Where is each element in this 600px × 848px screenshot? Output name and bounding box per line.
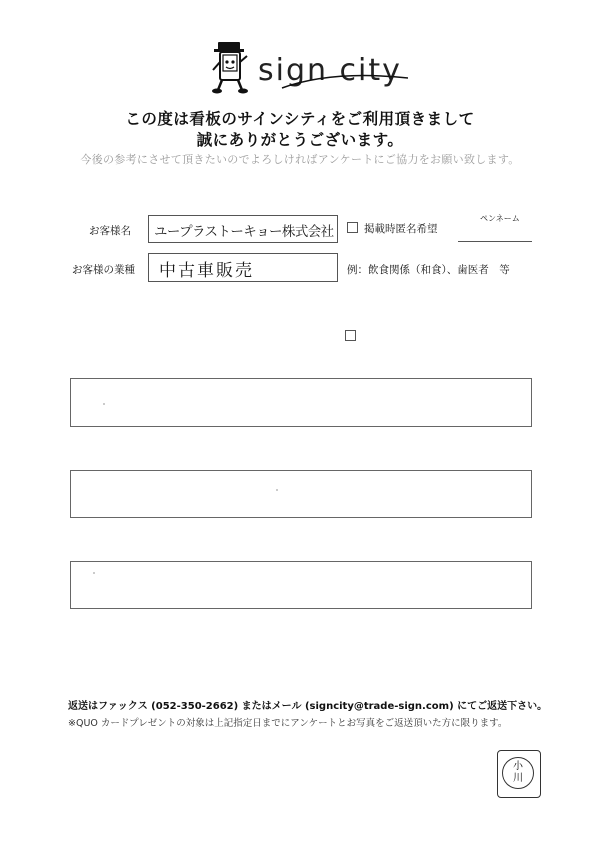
stamp-seal: 小 川: [502, 757, 534, 789]
anonymous-label: 掲載時匿名希望: [364, 223, 438, 235]
anonymous-checkbox[interactable]: [347, 222, 358, 233]
answer-box-2[interactable]: [70, 470, 532, 518]
penname-label: ペンネーム: [480, 214, 520, 223]
industry-example: 例：飲食関係（和食）、歯医者 等: [347, 264, 510, 276]
headline-line-1: この度は看板のサインシティをご利用頂きまして: [125, 110, 475, 128]
industry-label: お客様の業種: [72, 264, 135, 276]
penname-input-line[interactable]: [458, 241, 532, 242]
return-instructions: 返送はファックス (052-350-2662) またはメール (signcity@trade-sign.com) にてご返送下さい。: [68, 701, 548, 712]
answer-box-1[interactable]: [70, 378, 532, 427]
customer-name-value: ユープラストーキョー株式会社: [154, 224, 334, 240]
mascot-icon: [212, 42, 248, 94]
industry-value: 中古車販売: [159, 261, 254, 281]
industry-field[interactable]: [148, 253, 338, 282]
svg-text:sign city: sign city: [258, 53, 402, 88]
answer-box-3[interactable]: [70, 561, 532, 609]
inspection-stamp: [497, 750, 541, 798]
survey-subtitle: 今後の参考にさせて頂きたいのでよろしければアンケートにご協力をお願い致します。: [80, 153, 520, 166]
headline-line-2: 誠にありがとうございます。: [196, 131, 404, 149]
signcity-logo: [212, 40, 408, 96]
customer-name-field[interactable]: [148, 215, 338, 243]
customer-name-label: お客様名: [89, 225, 131, 237]
option-checkbox[interactable]: [345, 330, 356, 341]
quo-card-note: ※QUO カードプレゼントの対象は上記指定日までにアンケートとお写真をご返送頂いた方に限ります。: [68, 718, 508, 729]
